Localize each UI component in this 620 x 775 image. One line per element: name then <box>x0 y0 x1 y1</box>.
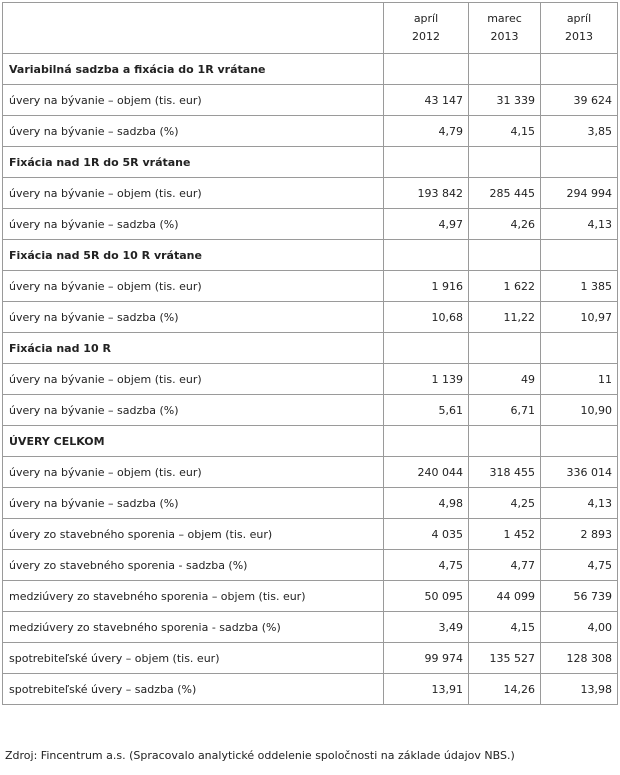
section-header-row <box>3 240 618 271</box>
row-label: úvery na bývanie – sadzba (%) <box>3 488 384 519</box>
row-label: úvery na bývanie – objem (tis. eur) <box>3 457 384 488</box>
value-cell: 56 739 <box>541 581 618 612</box>
value-cell: 5,61 <box>384 395 469 426</box>
value-cell: 10,97 <box>541 302 618 333</box>
source-note: Zdroj: Fincentrum a.s. (Spracovalo analytické oddelenie spoločnosti na základe údajov NBS.) <box>5 749 515 762</box>
value-cell: 336 014 <box>541 457 618 488</box>
row-label: úvery na bývanie – objem (tis. eur) <box>3 271 384 302</box>
value-cell: 43 147 <box>384 85 469 116</box>
value-cell: 1 385 <box>541 271 618 302</box>
table-row <box>3 550 618 581</box>
value-cell: 4,98 <box>384 488 469 519</box>
value-cell: 1 452 <box>469 519 541 550</box>
value-cell: 1 139 <box>384 364 469 395</box>
value-cell: 193 842 <box>384 178 469 209</box>
table-row <box>3 612 618 643</box>
value-cell: 6,71 <box>469 395 541 426</box>
table-row <box>3 116 618 147</box>
value-cell: 4,15 <box>469 116 541 147</box>
value-cell: 4,00 <box>541 612 618 643</box>
value-cell: 2 893 <box>541 519 618 550</box>
column-header-april-2012: apríl 2012 <box>384 3 469 54</box>
row-label: úvery na bývanie – sadzba (%) <box>3 302 384 333</box>
value-cell: 11,22 <box>469 302 541 333</box>
value-cell: 4,15 <box>469 612 541 643</box>
empty-cell <box>469 426 541 457</box>
empty-cell <box>384 240 469 271</box>
value-cell: 13,91 <box>384 674 469 705</box>
row-label: úvery na bývanie – sadzba (%) <box>3 116 384 147</box>
row-label: úvery na bývanie – objem (tis. eur) <box>3 85 384 116</box>
value-cell: 13,98 <box>541 674 618 705</box>
table-row <box>3 674 618 705</box>
table-row <box>3 581 618 612</box>
column-header-april-2013: apríl 2013 <box>541 3 618 54</box>
value-cell: 135 527 <box>469 643 541 674</box>
empty-cell <box>469 54 541 85</box>
value-cell: 1 622 <box>469 271 541 302</box>
value-cell: 4,79 <box>384 116 469 147</box>
row-label: medziúvery zo stavebného sporenia – objem (tis. eur) <box>3 581 384 612</box>
section-header-row <box>3 426 618 457</box>
value-cell: 4 035 <box>384 519 469 550</box>
empty-cell <box>469 333 541 364</box>
empty-cell <box>384 54 469 85</box>
value-cell: 4,75 <box>541 550 618 581</box>
table-row <box>3 271 618 302</box>
header-row <box>3 3 618 54</box>
section-header-row <box>3 54 618 85</box>
section-header-row <box>3 333 618 364</box>
table-row <box>3 178 618 209</box>
value-cell: 1 916 <box>384 271 469 302</box>
value-cell: 4,75 <box>384 550 469 581</box>
section-title: Fixácia nad 5R do 10 R vrátane <box>3 240 384 271</box>
table-row <box>3 302 618 333</box>
table-row <box>3 643 618 674</box>
table-row <box>3 519 618 550</box>
value-cell: 3,85 <box>541 116 618 147</box>
empty-cell <box>541 54 618 85</box>
value-cell: 240 044 <box>384 457 469 488</box>
empty-cell <box>469 240 541 271</box>
row-label: úvery na bývanie – objem (tis. eur) <box>3 364 384 395</box>
value-cell: 4,26 <box>469 209 541 240</box>
value-cell: 128 308 <box>541 643 618 674</box>
value-cell: 10,90 <box>541 395 618 426</box>
table-row <box>3 457 618 488</box>
value-cell: 4,77 <box>469 550 541 581</box>
value-cell: 99 974 <box>384 643 469 674</box>
empty-cell <box>541 240 618 271</box>
row-label: spotrebiteľské úvery – objem (tis. eur) <box>3 643 384 674</box>
row-label: úvery zo stavebného sporenia - sadzba (%) <box>3 550 384 581</box>
table-row <box>3 209 618 240</box>
value-cell: 11 <box>541 364 618 395</box>
value-cell: 39 624 <box>541 85 618 116</box>
value-cell: 285 445 <box>469 178 541 209</box>
column-header-march-2013: marec 2013 <box>469 3 541 54</box>
empty-cell <box>541 426 618 457</box>
empty-cell <box>469 147 541 178</box>
value-cell: 31 339 <box>469 85 541 116</box>
value-cell: 10,68 <box>384 302 469 333</box>
header-blank-cell <box>3 3 384 54</box>
value-cell: 294 994 <box>541 178 618 209</box>
section-title: Fixácia nad 1R do 5R vrátane <box>3 147 384 178</box>
table-row <box>3 395 618 426</box>
value-cell: 14,26 <box>469 674 541 705</box>
table-row <box>3 488 618 519</box>
empty-cell <box>384 333 469 364</box>
empty-cell <box>541 147 618 178</box>
value-cell: 318 455 <box>469 457 541 488</box>
table-row <box>3 364 618 395</box>
row-label: medziúvery zo stavebného sporenia - sadzba (%) <box>3 612 384 643</box>
section-header-row <box>3 147 618 178</box>
value-cell: 4,13 <box>541 209 618 240</box>
table-row <box>3 85 618 116</box>
section-title: ÚVERY CELKOM <box>3 426 384 457</box>
section-title: Variabilná sadzba a fixácia do 1R vrátane <box>3 54 384 85</box>
table-body <box>3 3 618 705</box>
row-label: úvery na bývanie – sadzba (%) <box>3 209 384 240</box>
value-cell: 4,97 <box>384 209 469 240</box>
value-cell: 50 095 <box>384 581 469 612</box>
row-label: spotrebiteľské úvery – sadzba (%) <box>3 674 384 705</box>
empty-cell <box>384 426 469 457</box>
value-cell: 4,13 <box>541 488 618 519</box>
row-label: úvery na bývanie – objem (tis. eur) <box>3 178 384 209</box>
section-title: Fixácia nad 10 R <box>3 333 384 364</box>
value-cell: 44 099 <box>469 581 541 612</box>
value-cell: 3,49 <box>384 612 469 643</box>
empty-cell <box>384 147 469 178</box>
row-label: úvery na bývanie – sadzba (%) <box>3 395 384 426</box>
value-cell: 49 <box>469 364 541 395</box>
row-label: úvery zo stavebného sporenia – objem (tis. eur) <box>3 519 384 550</box>
value-cell: 4,25 <box>469 488 541 519</box>
loan-rates-table <box>2 2 618 705</box>
empty-cell <box>541 333 618 364</box>
